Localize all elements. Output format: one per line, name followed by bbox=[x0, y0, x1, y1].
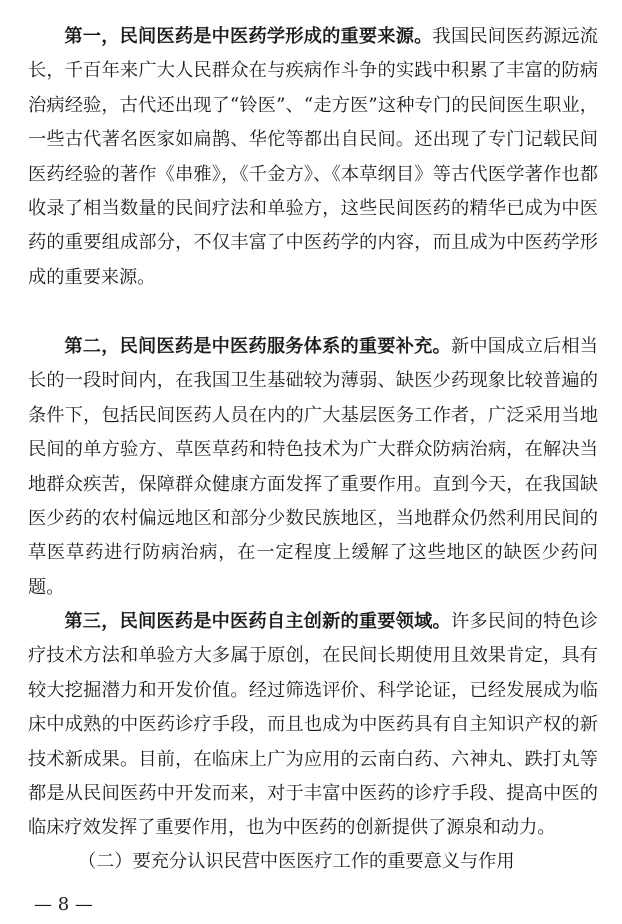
paragraph-1 bbox=[28, 20, 598, 295]
paragraph-2-body: 新中国成立后相当长的一段时间内，在我国卫生基础较为薄弱、缺医少药现象比较普遍的条件下，包括民间医药人员在内的广大基层医务工作者，广泛采用当地民间的单方验方、草医草药和特色技术为广大群众防病治病，在解决当地群众疾苦，保障群众健康方面发挥了重要作用。直到今天，在我国缺医少药的农村偏远地区和部分少数民族地区，当地群众仍然利用民间的草医草药进行防病治病，在一定程度上缓解了这些地区的缺医少药问题。 bbox=[28, 336, 598, 598]
paragraph-1-lead: 第一，民间医药是中医药学形成的重要来源。 bbox=[64, 26, 433, 47]
page-number: — 8 — bbox=[34, 894, 93, 915]
paragraph-3-lead: 第三，民间医药是中医药自主创新的重要领域。 bbox=[64, 611, 451, 632]
paragraph-2 bbox=[28, 330, 598, 605]
paragraph-1-body: 我国民间医药源远流长，千百年来广大人民群众在与疾病作斗争的实践中积累了丰富的防病治病经验，古代还出现了“铃医”、“走方医”这种专门的民间医生职业，一些古代著名医家如扁鹊、华佗等都出自民间。还出现了专门记载民间医药经验的著作《串雅》，《千金方》、《本草纲目》等古代医学著作也都收录了相当数量的民间疗法和单验方，这些民间医药的精华已成为中医药的重要组成部分，不仅丰富了中医药学的内容，而且成为中医药学形成的重要来源。 bbox=[28, 26, 598, 288]
section-heading: （二）要充分认识民营中医医疗工作的重要意义与作用 bbox=[78, 851, 515, 872]
paragraph-3 bbox=[28, 605, 598, 846]
paragraph-3-body: 许多民间的特色诊疗技术方法和单验方大多属于原创，在民间长期使用且效果肯定，具有较大挖掘潜力和开发价值。经过筛选评价、科学论证，已经发展成为临床中成熟的中医药诊疗手段，而且也成为中医药具有自主知识产权的新技术新成果。目前，在临床上广为应用的云南白药、六神丸、跌打丸等都是从民间医药中开发而来，对于丰富中医药的诊疗手段、提高中医的临床疗效发挥了重要作用，也为中医药的创新提供了源泉和动力。 bbox=[28, 611, 598, 839]
paragraph-2-lead: 第二，民间医药是中医药服务体系的重要补充。 bbox=[64, 336, 451, 357]
